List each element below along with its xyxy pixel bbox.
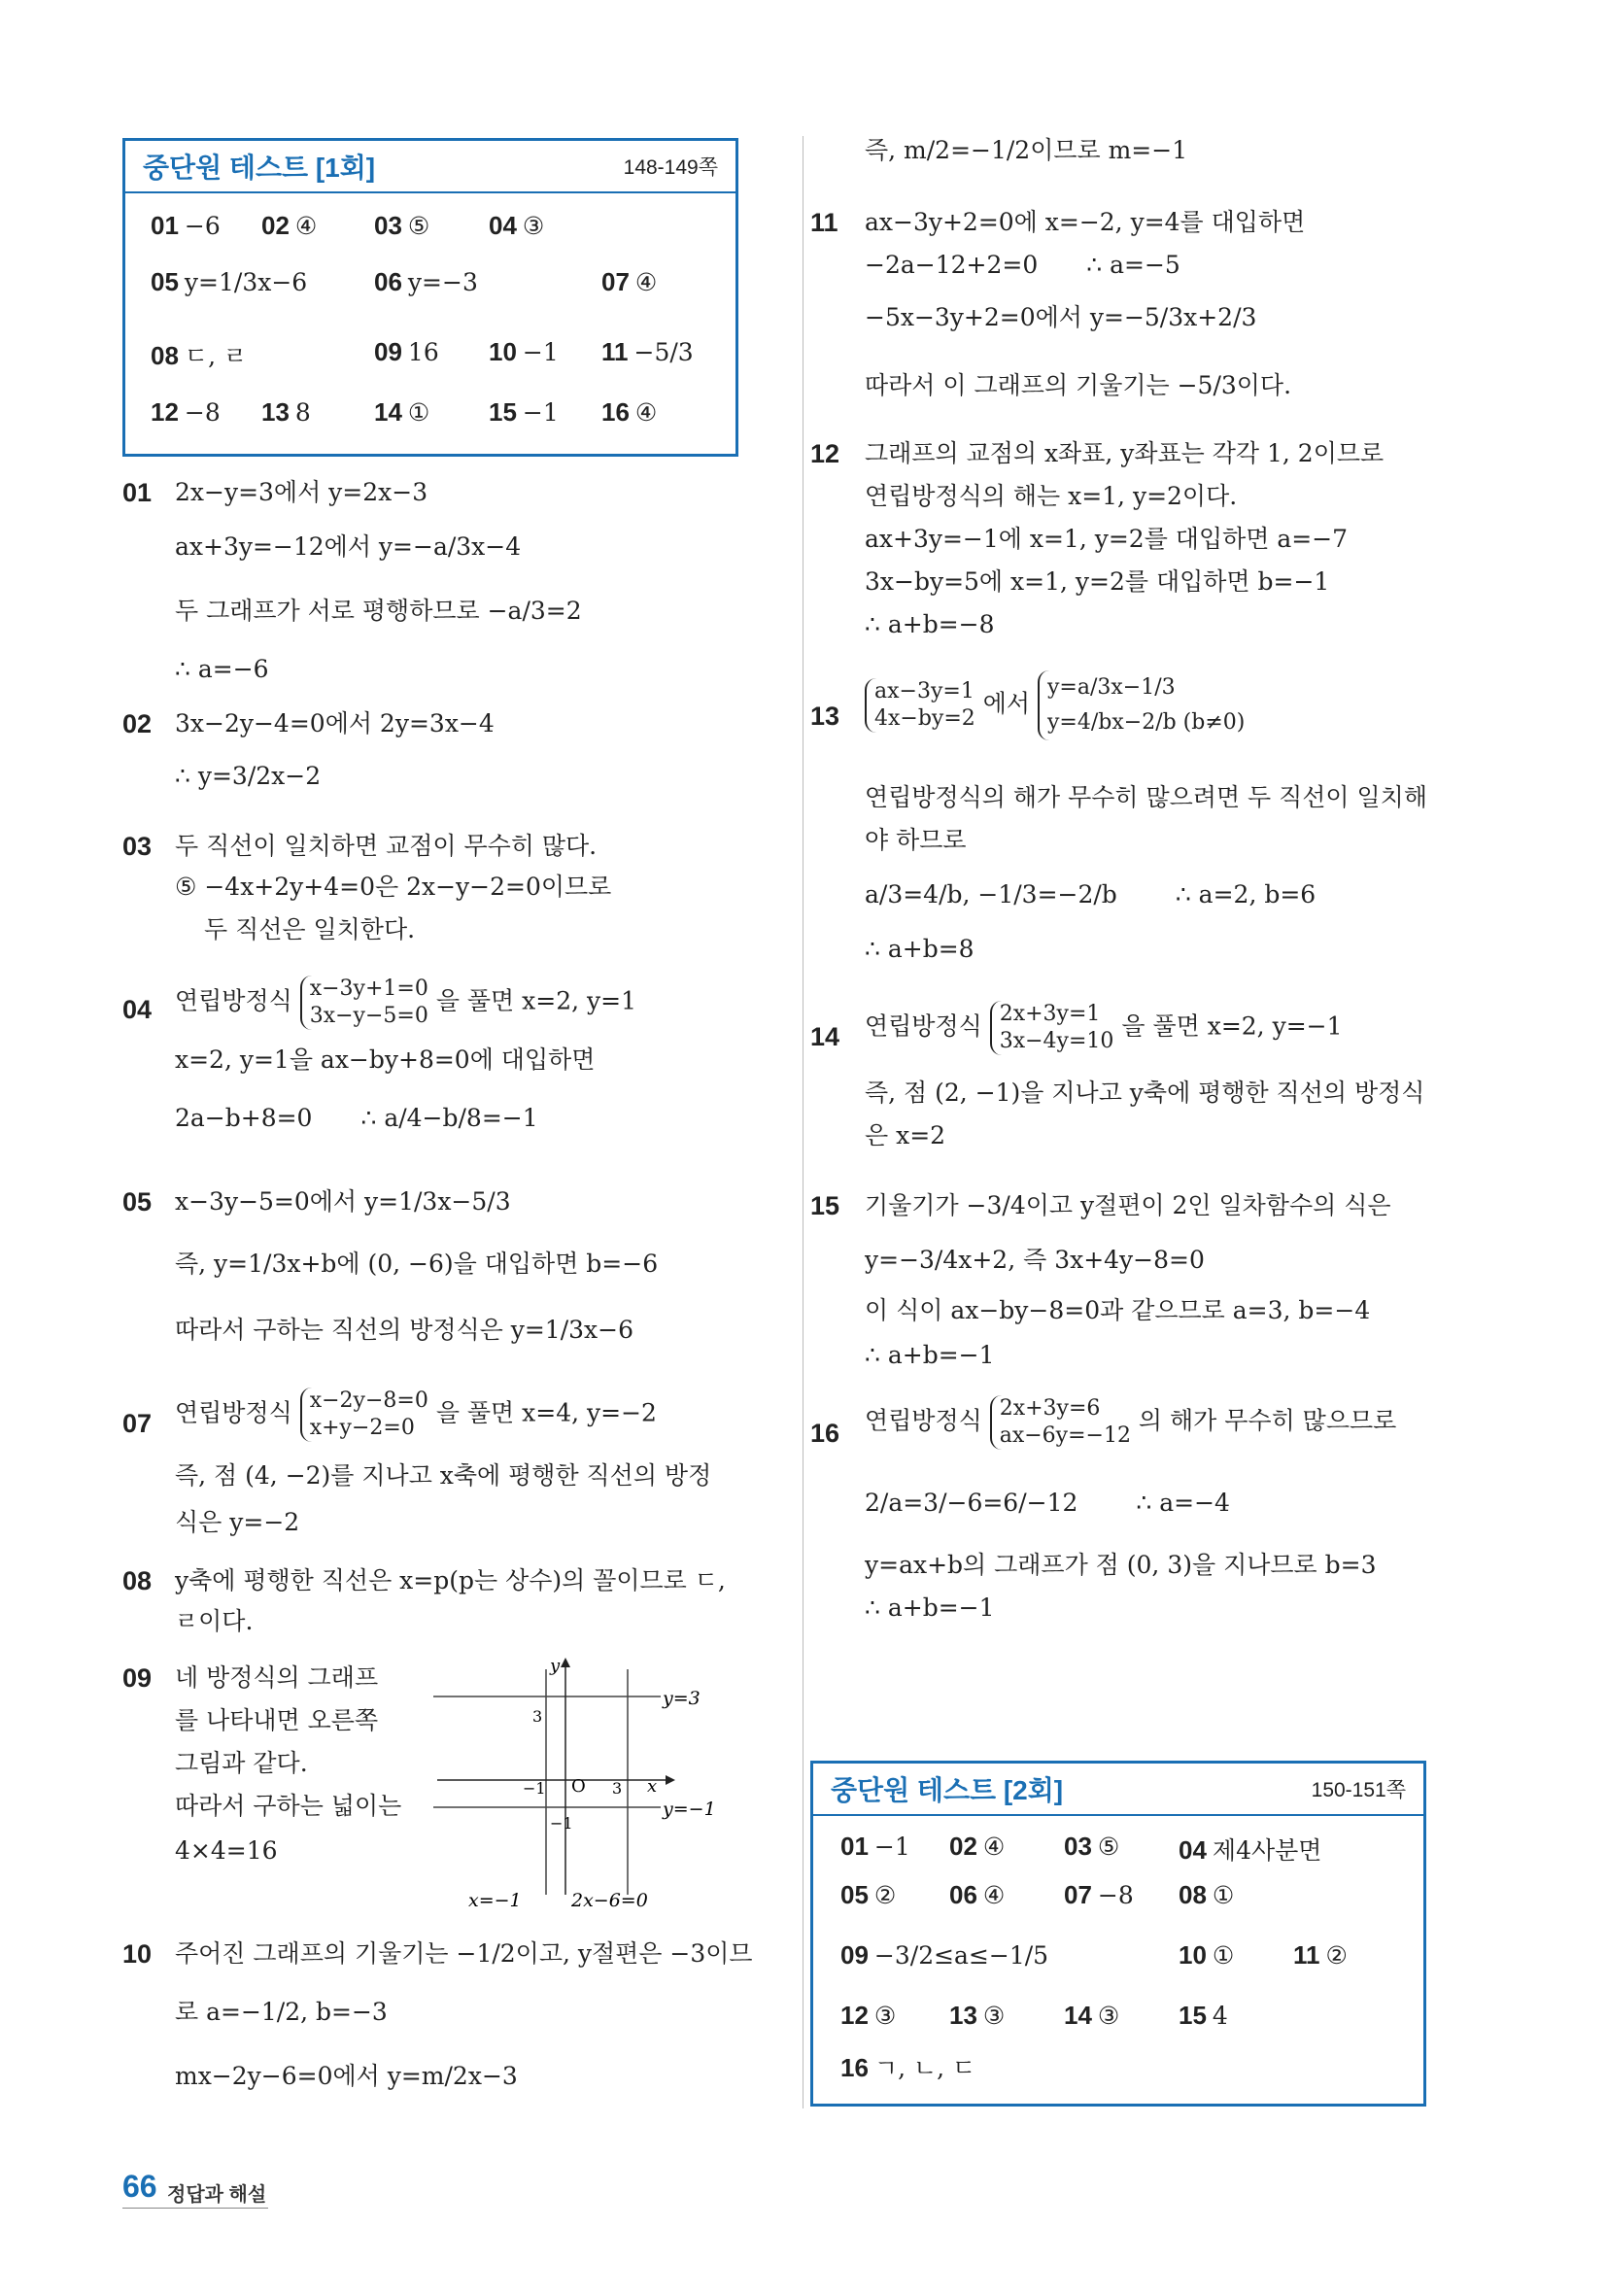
solution-line: ∴ a+b=−1 — [865, 1341, 995, 1369]
solution-number-14: 14 — [810, 1022, 840, 1051]
solution-line: mx−2y−6=0에서 y=m/2x−3 — [175, 2062, 518, 2090]
solution-number-07: 07 — [122, 1409, 153, 1438]
solution-line: 연립방정식의 해는 x=1, y=2이다. — [865, 482, 1238, 510]
solution-line: 로 a=−1/2, b=−3 — [175, 1998, 388, 2026]
page-number: 66 — [122, 2169, 157, 2204]
solution-line: 연립방정식의 해가 무수히 많으려면 두 직선이 일치해 — [865, 783, 1427, 811]
equation-system: y=a/3x−1/3 y=4/bx−2/b (b≠0) — [1038, 670, 1245, 740]
answer-item: 05 y=1/3x−6 — [151, 267, 308, 296]
answer-item: 08 ① — [1179, 1880, 1235, 1909]
answer-item: 09 16 — [374, 337, 439, 366]
x-axis-arrow — [666, 1775, 675, 1785]
solution-line: −2a−12+2=0 ∴ a=−5 — [865, 251, 1180, 279]
solution-line: 두 직선이 일치하면 교점이 무수히 많다. — [175, 832, 598, 860]
answer-item: 15 4 — [1179, 2001, 1228, 2030]
answer-box-1-header — [125, 141, 735, 193]
tick-3-x: 3 — [612, 1779, 623, 1798]
solution-line: ∴ a+b=−8 — [865, 610, 995, 638]
solution-line: 즉, 점 (2, −1)을 지나고 y축에 평행한 직선의 방정식 — [865, 1079, 1425, 1107]
solution-line: y=−3/4x+2, 즉 3x+4y−8=0 — [865, 1246, 1205, 1274]
answer-box-1-pages: 148-149쪽 — [623, 156, 718, 179]
answer-item: 16 ㄱ, ㄴ, ㄷ — [840, 2053, 976, 2082]
solution-line: 식은 y=−2 — [175, 1508, 300, 1536]
label-x-minus-1: x=−1 — [468, 1890, 522, 1911]
solution-number-02: 02 — [122, 709, 153, 738]
answer-item: 13 ③ — [949, 2001, 1006, 2030]
footer-label: 정답과 해설 — [167, 2184, 267, 2206]
solution-line: 연립방정식 2x+3y=6 ax−6y=−12 의 해가 무수히 많으므로 — [865, 1396, 1397, 1448]
footer-rule — [122, 2208, 268, 2209]
solution-line: 3x−2y−4=0에서 2y=3x−4 — [175, 709, 495, 737]
solution-line: x−3y−5=0에서 y=1/3x−5/3 — [175, 1187, 511, 1216]
answer-item: 12 ③ — [840, 2001, 897, 2030]
label-y-minus-1: y=−1 — [663, 1799, 716, 1820]
solution-number-03: 03 — [122, 832, 153, 861]
answer-item: 01 −1 — [840, 1832, 910, 1861]
equation-system: 2x+3y=1 3x−4y=10 — [990, 1001, 1114, 1055]
answer-item: 11 −5/3 — [601, 337, 694, 366]
y-axis-arrow — [561, 1658, 570, 1667]
solution-number-10: 10 — [122, 1939, 153, 1969]
solution-line: 즉, m/2=−1/2이므로 m=−1 — [865, 136, 1188, 164]
tick-minus-1-y: −1 — [550, 1814, 573, 1833]
solution-line: 주어진 그래프의 기울기는 −1/2이고, y절편은 −3이므 — [175, 1939, 753, 1968]
solution-line: ㄹ이다. — [175, 1607, 254, 1635]
solution-line: ∴ a+b=−1 — [865, 1593, 995, 1622]
answer-item: 13 8 — [261, 397, 311, 427]
solution-line: ⑤ −4x+2y+4=0은 2x−y−2=0이므로 — [175, 873, 612, 901]
solution-line: 4×4=16 — [175, 1836, 278, 1865]
solution-09-graph — [427, 1652, 738, 1914]
answer-box-2-pages: 150-151쪽 — [1311, 1779, 1406, 1801]
solution-line: 따라서 이 그래프의 기울기는 −5/3이다. — [865, 371, 1292, 399]
answer-item: 09 −3/2≤a≤−1/5 — [840, 1940, 1049, 1970]
answer-item: 16 ④ — [601, 397, 658, 427]
answer-item: 15 −1 — [489, 397, 559, 427]
answer-item: 03 ⑤ — [374, 211, 430, 240]
solution-line: 연립방정식 x−2y−8=0 x+y−2=0 을 풀면 x=4, y=−2 — [175, 1388, 657, 1440]
tick-minus-1-x: −1 — [523, 1779, 546, 1798]
answer-item: 06 ④ — [949, 1880, 1006, 1909]
column-divider — [803, 136, 804, 2108]
solution-line: −5x−3y+2=0에서 y=−5/3x+2/3 — [865, 303, 1257, 331]
answer-item: 07 −8 — [1064, 1880, 1134, 1909]
equation-system: x−3y+1=0 3x−y−5=0 — [300, 976, 428, 1030]
solution-number-04: 04 — [122, 995, 153, 1024]
solution-number-09: 09 — [122, 1663, 153, 1693]
solution-line: ∴ a+b=8 — [865, 935, 974, 963]
solution-line: 즉, y=1/3x+b에 (0, −6)을 대입하면 b=−6 — [175, 1250, 659, 1278]
answer-item: 04 ③ — [489, 211, 545, 240]
answer-item: 01 −6 — [151, 211, 221, 240]
solution-line: 이 식이 ax−by−8=0과 같으므로 a=3, b=−4 — [865, 1296, 1371, 1324]
solution-line: 2a−b+8=0 ∴ a/4−b/8=−1 — [175, 1104, 538, 1132]
solution-line: 따라서 구하는 직선의 방정식은 y=1/3x−6 — [175, 1316, 633, 1344]
solution-number-11: 11 — [810, 208, 838, 237]
solution-line: ax−3y=1 4x−by=2 에서 y=a/3x−1/3 y=4/bx−2/b (b≠0) — [865, 670, 1245, 740]
label-x-3: 2x−6=0 — [571, 1890, 648, 1911]
answer-item: 07 ④ — [601, 267, 658, 296]
answer-box-2-header — [813, 1764, 1423, 1816]
solution-line: 2/a=3/−6=6/−12 ∴ a=−4 — [865, 1489, 1230, 1517]
solution-line: 연립방정식 x−3y+1=0 3x−y−5=0 을 풀면 x=2, y=1 — [175, 977, 636, 1028]
equation-system: ax−3y=1 4x−by=2 — [865, 678, 975, 733]
x-axis-label: x — [647, 1776, 658, 1797]
answer-item: 06 y=−3 — [374, 267, 478, 296]
solution-line: y=ax+b의 그래프가 점 (0, 3)을 지나므로 b=3 — [865, 1551, 1377, 1579]
solution-number-16: 16 — [810, 1419, 840, 1448]
solution-line: 은 x=2 — [865, 1121, 946, 1149]
solution-line: 2x−y=3에서 y=2x−3 — [175, 478, 428, 506]
answer-item: 02 ④ — [949, 1832, 1006, 1861]
solution-line: ax−3y+2=0에 x=−2, y=4를 대입하면 — [865, 208, 1306, 236]
tick-3-y: 3 — [532, 1707, 543, 1726]
solution-line: 그래프의 교점의 x좌표, y좌표는 각각 1, 2이므로 — [865, 439, 1385, 467]
solution-line: 를 나타내면 오른쪽 — [175, 1706, 379, 1734]
answer-box-1-title: 중단원 테스트 [1회] — [143, 153, 376, 183]
solution-line: 네 방정식의 그래프 — [175, 1663, 379, 1692]
solution-line: 연립방정식 2x+3y=1 3x−4y=10 을 풀면 x=2, y=−1 — [865, 1002, 1343, 1053]
solution-line: 야 하므로 — [865, 826, 967, 854]
solution-number-13: 13 — [810, 702, 840, 731]
label-y-3: y=3 — [663, 1688, 701, 1709]
answer-item: 08 ㄷ, ㄹ — [151, 341, 248, 370]
answer-box-2-title: 중단원 테스트 [2회] — [831, 1775, 1064, 1805]
origin-label: O — [571, 1776, 586, 1797]
answer-item: 10 −1 — [489, 337, 559, 366]
solution-line: 즉, 점 (4, −2)를 지나고 x축에 평행한 직선의 방정 — [175, 1461, 712, 1490]
answer-item: 03 ⑤ — [1064, 1832, 1120, 1861]
solution-line: 기울기가 −3/4이고 y절편이 2인 일차함수의 식은 — [865, 1191, 1391, 1219]
solution-line: 두 그래프가 서로 평행하므로 −a/3=2 — [175, 597, 582, 625]
answer-box-2 — [810, 1761, 1426, 2107]
solution-number-08: 08 — [122, 1566, 153, 1595]
solution-line: a/3=4/b, −1/3=−2/b ∴ a=2, b=6 — [865, 880, 1316, 908]
solution-line: ax+3y=−1에 x=1, y=2를 대입하면 a=−7 — [865, 525, 1349, 553]
answer-item: 10 ① — [1179, 1940, 1235, 1970]
solution-line: ∴ y=3/2x−2 — [175, 762, 322, 790]
solution-line: 그림과 같다. — [175, 1749, 308, 1777]
answer-item: 14 ① — [374, 397, 430, 427]
solution-number-15: 15 — [810, 1191, 840, 1220]
solution-line: y축에 평행한 직선은 x=p(p는 상수)의 꼴이므로 ㄷ, — [175, 1566, 726, 1594]
y-axis-label: y — [550, 1656, 561, 1676]
equation-system: x−2y−8=0 x+y−2=0 — [300, 1388, 428, 1442]
solution-number-05: 05 — [122, 1187, 153, 1217]
answer-item: 11 ② — [1293, 1940, 1348, 1970]
solution-line: x=2, y=1을 ax−by+8=0에 대입하면 — [175, 1045, 596, 1074]
answer-item: 02 ④ — [261, 211, 318, 240]
answer-item: 14 ③ — [1064, 2001, 1120, 2030]
solution-line: 3x−by=5에 x=1, y=2를 대입하면 b=−1 — [865, 567, 1330, 596]
answer-box-1 — [122, 138, 738, 457]
solution-line: ∴ a=−6 — [175, 655, 269, 683]
solution-number-01: 01 — [122, 478, 153, 507]
solution-line: 두 직선은 일치한다. — [204, 915, 416, 943]
answer-item: 04 제4사분면 — [1179, 1835, 1322, 1865]
solution-line: ax+3y=−12에서 y=−a/3x−4 — [175, 532, 522, 561]
solution-number-12: 12 — [810, 439, 840, 468]
answer-item: 12 −8 — [151, 397, 221, 427]
solution-line: 따라서 구하는 넓이는 — [175, 1792, 402, 1820]
answer-item: 05 ② — [840, 1880, 897, 1909]
equation-system: 2x+3y=6 ax−6y=−12 — [990, 1395, 1131, 1450]
